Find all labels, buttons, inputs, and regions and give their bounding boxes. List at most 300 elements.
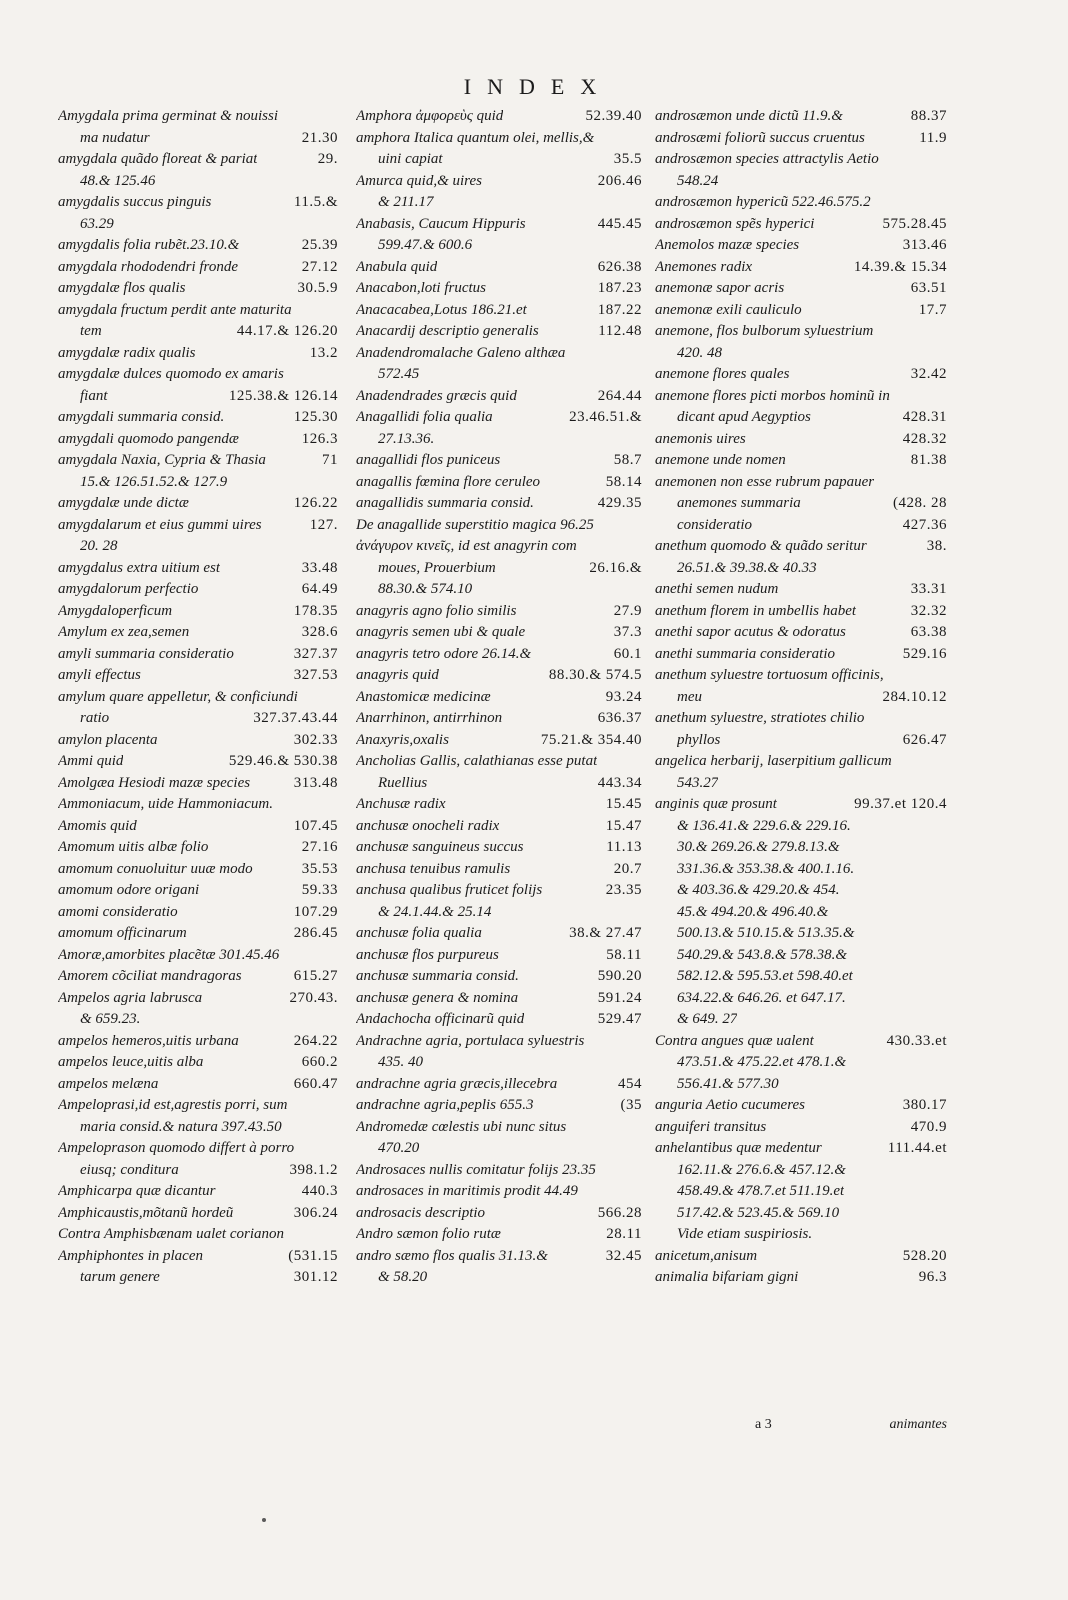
entry-text: Anchusæ radix: [356, 796, 446, 812]
index-entry: [655, 751, 947, 773]
index-entry: [356, 429, 642, 451]
entry-reference: 32.45: [605, 1247, 642, 1264]
entry-text: amygdala rhododendri fronde: [58, 258, 238, 275]
index-entry: [356, 1009, 642, 1031]
entry-text: anethum quomodo & quãdo seritur: [655, 538, 867, 554]
index-entry: [655, 1138, 947, 1160]
index-entry: [356, 837, 642, 859]
index-entry: [356, 945, 642, 967]
entry-reference: 88.37: [910, 108, 947, 124]
index-entry: [655, 300, 947, 322]
entry-text: Anastomicæ medicinæ: [356, 688, 491, 705]
entry-text: ampelos melæna: [58, 1075, 159, 1092]
entry-text: anchusæ summaria consid.: [356, 968, 519, 984]
entry-reference: 127.: [309, 516, 338, 533]
entry-text: Anacabon,loti fructus: [356, 280, 486, 296]
entry-reference: 27.12: [301, 258, 338, 275]
entry-text: Amphiphontes in placen: [58, 1247, 203, 1264]
entry-reference: 38.: [926, 538, 947, 554]
entry-reference: 528.20: [902, 1247, 947, 1264]
index-entry: [58, 536, 338, 558]
entry-text: anemone, flos bulborum syluestrium: [655, 323, 874, 339]
entry-text: andro sæmo flos qualis 31.13.&: [356, 1247, 548, 1264]
entry-reference: 35.53: [301, 860, 338, 877]
entry-reference: 88.30.& 574.5: [548, 667, 642, 683]
index-entry: [356, 321, 642, 343]
index-entry: [655, 278, 947, 300]
entry-text: amomi consideratio: [58, 903, 178, 920]
entry-reference: 660.47: [293, 1075, 338, 1092]
entry-reference: 60.1: [613, 645, 642, 662]
index-entry: [655, 558, 947, 580]
entry-text: 331.36.& 353.38.& 400.1.16.: [677, 860, 855, 877]
entry-reference: 28.11: [606, 1226, 642, 1242]
entry-text: Contra Amphisbænam ualet corianon: [58, 1226, 284, 1242]
index-entry: [58, 386, 338, 408]
entry-text: phyllos: [677, 731, 721, 748]
index-entry: [356, 472, 642, 494]
entry-text: anchusæ genera & nomina: [356, 989, 519, 1006]
index-entry: [356, 665, 642, 687]
index-entry: [655, 128, 947, 150]
index-entry: [58, 708, 338, 730]
index-entry: [58, 171, 338, 193]
entry-text: Amolgæa Hesiodi mazæ species: [58, 774, 251, 791]
entry-reference: 11.5.&: [293, 194, 338, 210]
index-column-2: [356, 106, 642, 1289]
entry-reference: 470.9: [910, 1118, 947, 1135]
index-entry: [655, 1224, 947, 1246]
entry-reference: 430.33.et: [886, 1032, 947, 1049]
entry-reference: 58.11: [606, 946, 642, 963]
entry-text: anethi summaria consideratio: [655, 645, 835, 662]
entry-reference: 590.20: [597, 968, 642, 984]
entry-text: amylon placenta: [58, 731, 158, 748]
entry-reference: 111.44.et: [887, 1140, 947, 1156]
index-entry: [356, 407, 642, 429]
index-entry: [356, 751, 642, 773]
index-entry: [655, 1181, 947, 1203]
entry-text: anemonis uires: [655, 430, 746, 447]
entry-text: anchusæ folia qualia: [356, 925, 482, 941]
entry-text: anhelantibus quæ medentur: [655, 1140, 822, 1156]
index-entry: [356, 708, 642, 730]
entry-text: anemone flores quales: [655, 366, 790, 382]
entry-text: anemone flores picti morbos hominũ in: [655, 387, 890, 404]
index-entry: [58, 1074, 338, 1096]
entry-reference: 23.46.51.&: [569, 409, 642, 425]
index-entry: [655, 1267, 947, 1289]
entry-text: 572.45: [378, 366, 420, 382]
entry-reference: 23.35: [605, 882, 642, 898]
entry-text: Amomum uitis albæ folio: [58, 839, 209, 855]
index-entry: [58, 816, 338, 838]
entry-text: Ampelos agria labrusca: [58, 989, 203, 1006]
index-entry: [655, 472, 947, 494]
entry-text: amygdalarum et eius gummi uires: [58, 516, 262, 533]
entry-reference: 187.23: [597, 280, 642, 296]
entry-text: amygdalæ unde dictæ: [58, 495, 189, 511]
entry-reference: 107.45: [293, 817, 338, 834]
entry-reference: 264.22: [293, 1032, 338, 1049]
index-entry: [58, 644, 338, 666]
entry-text: anemonæ sapor acris: [655, 280, 785, 296]
index-entry: [655, 859, 947, 881]
entry-text: anemone unde nomen: [655, 452, 786, 468]
entry-reference: 13.2: [309, 344, 338, 361]
entry-reference: 328.6: [301, 624, 338, 640]
entry-reference: 313.48: [293, 774, 338, 791]
entry-reference: 17.7: [918, 301, 947, 318]
entry-text: Andromedæ cœlestis ubi nunc situs: [356, 1118, 567, 1135]
entry-text: anagallidi flos puniceus: [356, 452, 501, 468]
entry-text: consideratio: [677, 516, 752, 533]
index-entry: [655, 235, 947, 257]
signature-mark: a 3: [755, 1417, 772, 1432]
entry-text: anchusæ sanguineus succus: [356, 839, 524, 855]
entry-text: 162.11.& 276.6.& 457.12.&: [677, 1161, 846, 1178]
entry-text: amygdali quomodo pangendæ: [58, 430, 239, 447]
index-entry: [58, 1138, 338, 1160]
index-entry: [356, 773, 642, 795]
entry-reference: 126.3: [301, 430, 338, 447]
entry-text: androsæmon spẽs hyperici: [655, 215, 815, 232]
index-entry: [58, 1031, 338, 1053]
entry-text: anemonen non esse rubrum papauer: [655, 473, 875, 490]
index-entry: [655, 386, 947, 408]
entry-reference: 286.45: [293, 925, 338, 941]
index-entry: [655, 1052, 947, 1074]
entry-reference: 529.47: [597, 1011, 642, 1027]
entry-text: anethi sapor acutus & odoratus: [655, 624, 846, 640]
index-entry: [58, 407, 338, 429]
index-entry: [655, 106, 947, 128]
entry-text: Androsaces nullis comitatur folijs 23.35: [356, 1161, 596, 1178]
index-entry: [356, 880, 642, 902]
index-entry: [58, 235, 338, 257]
page-footer: [655, 1417, 947, 1433]
entry-reference: 626.47: [902, 731, 947, 748]
entry-text: anemonæ exili cauliculo: [655, 301, 802, 318]
entry-text: & 403.36.& 429.20.& 454.: [677, 882, 840, 898]
entry-reference: (531.15: [288, 1247, 338, 1264]
entry-text: anchusæ onocheli radix: [356, 817, 500, 834]
index-entry: [655, 429, 947, 451]
entry-text: amomum officinarum: [58, 925, 187, 941]
entry-reference: 30.5.9: [297, 280, 338, 296]
entry-reference: 63.38: [910, 624, 947, 640]
index-entry: [356, 257, 642, 279]
index-entry: [58, 1246, 338, 1268]
entry-reference: 313.46: [902, 237, 947, 253]
entry-text: anchusa tenuibus ramulis: [356, 860, 511, 877]
index-entry: [356, 1181, 642, 1203]
index-entry: [58, 300, 338, 322]
entry-reference: 566.28: [597, 1204, 642, 1221]
index-entry: [655, 665, 947, 687]
entry-reference: 93.24: [605, 688, 642, 705]
entry-text: uini capiat: [378, 151, 443, 167]
entry-reference: 44.17.& 126.20: [236, 323, 338, 339]
entry-text: amylum quare appelletur, & conficiundi: [58, 688, 298, 705]
index-entry: [58, 665, 338, 687]
entry-reference: 21.30: [301, 129, 338, 146]
entry-text: ampelos leuce,uitis alba: [58, 1054, 204, 1070]
entry-reference: 270.43.: [289, 989, 338, 1006]
index-entry: [655, 945, 947, 967]
entry-reference: 125.38.& 126.14: [228, 387, 338, 404]
index-entry: [356, 1031, 642, 1053]
index-entry: [356, 493, 642, 515]
entry-text: anagyris quid: [356, 667, 439, 683]
entry-text: Vide etiam suspiriosis.: [677, 1226, 813, 1242]
index-entry: [655, 773, 947, 795]
entry-text: amphora Italica quantum olei, mellis,&: [356, 129, 595, 146]
entry-text: androsæmon species attractylis Aetio: [655, 151, 879, 167]
entry-text: androsæmon hypericũ 522.46.575.2: [655, 194, 871, 210]
entry-text: Amygdaloperficum: [58, 602, 173, 619]
index-entry: [356, 687, 642, 709]
entry-text: 420. 48: [677, 344, 722, 361]
index-entry: [356, 1095, 642, 1117]
entry-reference: 71: [322, 452, 338, 468]
index-entry: [356, 536, 642, 558]
entry-text: anicetum,anisum: [655, 1247, 758, 1264]
entry-text: amygdalis succus pinguis: [58, 194, 212, 210]
index-entry: [356, 988, 642, 1010]
index-entry: [58, 106, 338, 128]
entry-reference: 454: [618, 1075, 642, 1092]
entry-text: & 24.1.44.& 25.14: [378, 903, 492, 920]
index-entry: [655, 149, 947, 171]
index-entry: [58, 1181, 338, 1203]
entry-text: Amomis quid: [58, 817, 137, 834]
index-entry: [356, 386, 642, 408]
index-entry: [356, 1160, 642, 1182]
entry-text: amygdalæ dulces quomodo ex amaris: [58, 366, 284, 382]
entry-text: 540.29.& 543.8.& 578.38.&: [677, 946, 848, 963]
entry-text: & 136.41.& 229.6.& 229.16.: [677, 817, 851, 834]
entry-reference: 14.39.& 15.34: [853, 258, 947, 275]
index-entry: [356, 278, 642, 300]
entry-text: amygdalus extra uitium est: [58, 559, 221, 576]
index-entry: [58, 966, 338, 988]
entry-reference: 59.33: [301, 882, 338, 898]
index-entry: [58, 278, 338, 300]
index-entry: [356, 1224, 642, 1246]
entry-text: Anaxyris,oxalis: [356, 731, 449, 748]
entry-text: Ruellius: [378, 774, 428, 791]
entry-text: anagyris semen ubi & quale: [356, 624, 526, 640]
entry-text: angelica herbarij, laserpitium gallicum: [655, 753, 892, 769]
entry-text: & 211.17: [378, 194, 434, 210]
index-entry: [655, 1009, 947, 1031]
index-entry: [655, 515, 947, 537]
index-entry: [356, 149, 642, 171]
entry-reference: 107.29: [293, 903, 338, 920]
index-entry: [356, 106, 642, 128]
entry-reference: 575.28.45: [882, 215, 947, 232]
index-entry: [58, 493, 338, 515]
entry-text: anethum syluestre, stratiotes chilio: [655, 710, 865, 726]
index-entry: [356, 579, 642, 601]
index-entry: [58, 364, 338, 386]
entry-reference: 20.7: [613, 860, 642, 877]
entry-text: amygdali summaria consid.: [58, 409, 225, 425]
entry-text: Andro sæmon folio rutæ: [356, 1226, 501, 1242]
entry-reference: 32.42: [910, 366, 947, 382]
entry-reference: 15.47: [605, 817, 642, 834]
entry-text: androsæmi foliorũ succus cruentus: [655, 129, 865, 146]
entry-reference: 660.2: [301, 1054, 338, 1070]
entry-text: amomum odore origani: [58, 882, 200, 898]
index-entry: [58, 558, 338, 580]
entry-reference: 615.27: [293, 968, 338, 984]
ink-speck: [262, 1518, 266, 1522]
entry-reference: 178.35: [293, 602, 338, 619]
index-entry: [655, 1203, 947, 1225]
index-entry: [356, 644, 642, 666]
index-entry: [655, 988, 947, 1010]
entry-reference: 445.45: [597, 215, 642, 232]
entry-text: 470.20: [378, 1140, 420, 1156]
entry-reference: 428.31: [902, 409, 947, 425]
entry-reference: 206.46: [597, 172, 642, 189]
index-entry: [356, 622, 642, 644]
entry-reference: 529.16: [902, 645, 947, 662]
entry-text: 556.41.& 577.30: [677, 1075, 779, 1092]
entry-text: 45.& 494.20.& 496.40.&: [677, 903, 829, 920]
entry-reference: 306.24: [293, 1204, 338, 1221]
index-entry: [58, 730, 338, 752]
index-entry: [58, 794, 338, 816]
index-entry: [356, 171, 642, 193]
page-title: INDEX: [463, 74, 613, 99]
entry-text: 599.47.& 600.6: [378, 237, 473, 253]
entry-text: 26.51.& 39.38.& 40.33: [677, 559, 817, 576]
index-entry: [58, 149, 338, 171]
entry-text: anethi semen nudum: [655, 581, 779, 597]
entry-text: Anarrhinon, antirrhinon: [356, 710, 503, 726]
entry-text: 458.49.& 478.7.et 511.19.et: [677, 1183, 845, 1199]
entry-text: androsaces in maritimis prodit 44.49: [356, 1183, 578, 1199]
entry-reference: 15.45: [605, 796, 642, 812]
entry-text: moues, Prouerbium: [378, 559, 496, 576]
entry-text: Amylum ex zea,semen: [58, 624, 190, 640]
index-entry: [655, 902, 947, 924]
index-entry: [356, 343, 642, 365]
entry-text: anguiferi transitus: [655, 1118, 767, 1135]
entry-text: amygdalis folia rubẽt.23.10.&: [58, 237, 240, 253]
index-entry: [655, 687, 947, 709]
index-entry: [655, 708, 947, 730]
entry-reference: 427.36: [902, 516, 947, 533]
entry-text: Anadendromalache Galeno althæa: [356, 344, 566, 361]
index-entry: [58, 1009, 338, 1031]
index-entry: [58, 945, 338, 967]
entry-reference: 37.3: [613, 624, 642, 640]
index-entry: [58, 579, 338, 601]
entry-text: eiusq; conditura: [80, 1161, 179, 1178]
index-entry: [58, 450, 338, 472]
index-entry: [655, 214, 947, 236]
entry-reference: 428.32: [902, 430, 947, 447]
entry-text: amygdala Naxia, Cypria & Thasia: [58, 452, 266, 468]
entry-text: Anemolos mazæ species: [655, 237, 800, 253]
index-entry: [655, 192, 947, 214]
index-entry: [356, 1138, 642, 1160]
index-entry: [356, 515, 642, 537]
entry-reference: 636.37: [597, 710, 642, 726]
entry-text: 20. 28: [80, 538, 118, 554]
index-entry: [58, 429, 338, 451]
entry-text: amygdala fructum perdit ante maturita: [58, 301, 292, 318]
index-entry: [58, 601, 338, 623]
entry-text: meu: [677, 688, 702, 705]
entry-text: Amphicaustis,mõtanũ hordeũ: [58, 1204, 234, 1221]
entry-text: 543.27: [677, 774, 719, 791]
index-entry: [356, 192, 642, 214]
entry-text: 27.13.36.: [378, 430, 435, 447]
index-entry: [58, 880, 338, 902]
index-entry: [655, 794, 947, 816]
index-entry: [58, 1052, 338, 1074]
entry-reference: (35: [620, 1097, 642, 1113]
entry-text: tem: [80, 323, 102, 339]
index-entry: [58, 1267, 338, 1289]
entry-text: De anagallide superstitio magica 96.25: [356, 516, 594, 533]
entry-text: anagyris tetro odore 26.14.&: [356, 645, 532, 662]
entry-reference: 27.16: [301, 839, 338, 855]
index-entry: [655, 966, 947, 988]
entry-reference: 33.48: [301, 559, 338, 576]
index-entry: [356, 128, 642, 150]
entry-text: anagyris agno folio similis: [356, 602, 517, 619]
entry-text: amyli effectus: [58, 667, 141, 683]
index-entry: [655, 171, 947, 193]
entry-text: Ammi quid: [58, 753, 124, 769]
entry-text: andrachne agria,peplis 655.3: [356, 1097, 534, 1113]
index-entry: [58, 859, 338, 881]
entry-text: amygdalæ flos qualis: [58, 280, 186, 296]
entry-reference: 125.30: [293, 409, 338, 425]
entry-text: Ampeloprason quomodo differt à porro: [58, 1140, 295, 1156]
entry-reference: 327.37: [293, 645, 338, 662]
entry-text: amygdalorum perfectio: [58, 581, 199, 597]
index-entry: [655, 880, 947, 902]
index-entry: [356, 859, 642, 881]
index-entry: [655, 407, 947, 429]
index-entry: [58, 1117, 338, 1139]
entry-text: 473.51.& 475.22.et 478.1.&: [677, 1054, 847, 1070]
entry-text: Anagallidi folia qualia: [356, 409, 493, 425]
entry-reference: 284.10.12: [882, 688, 947, 705]
index-entry: [655, 1031, 947, 1053]
index-entry: [356, 1246, 642, 1268]
catchword: animantes: [889, 1417, 947, 1432]
entry-text: fiant: [80, 387, 108, 404]
entry-reference: 126.22: [293, 495, 338, 511]
entry-reference: 58.7: [613, 452, 642, 468]
entry-text: ἀνάγυρον κινεῖς, id est anagyrin com: [356, 538, 577, 554]
entry-text: Amphora ἀμφορεὺς quid: [356, 108, 504, 124]
index-entry: [655, 321, 947, 343]
index-entry: [58, 1160, 338, 1182]
index-entry: [655, 1095, 947, 1117]
entry-text: Amphicarpa quæ dicantur: [58, 1183, 216, 1199]
index-column-1: [58, 106, 338, 1289]
index-entry: [356, 966, 642, 988]
